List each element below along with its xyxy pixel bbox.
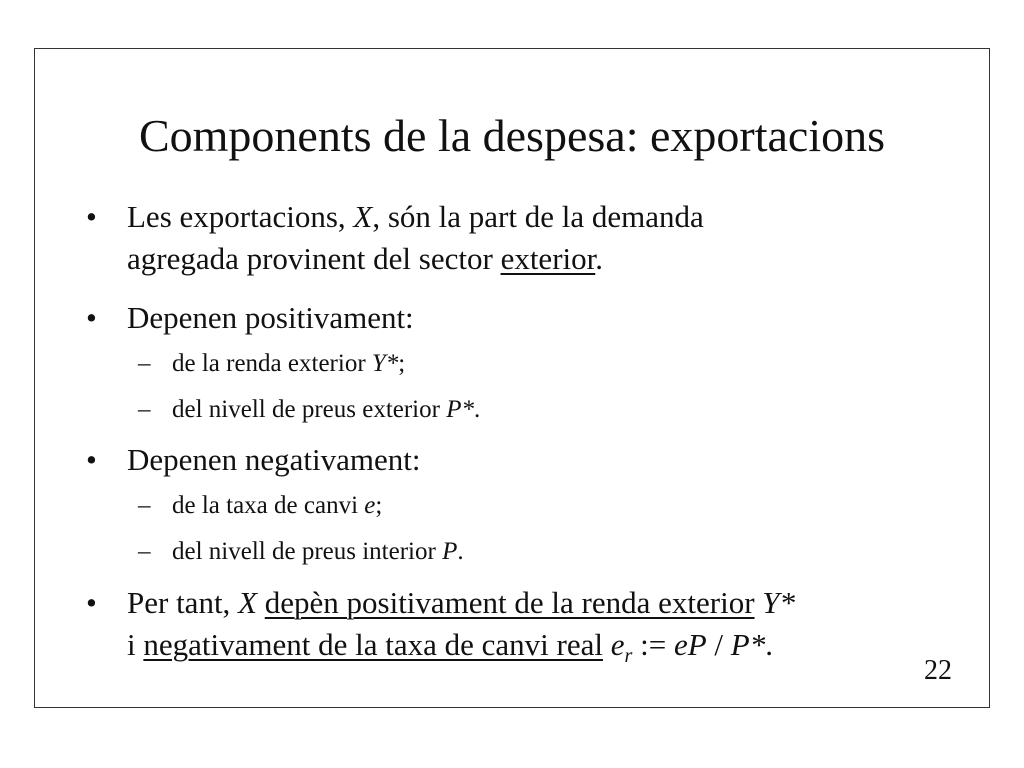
sub-bullet-text: del nivell de preus exterior P*. [172, 396, 481, 423]
sub-bullet-marker: – [138, 350, 151, 377]
bullet-text: Per tant, X depèn positivament de la renda exterior Y* i negativament de la taxa de canvi real $e_r$ := eP / P*. [127, 585, 796, 668]
bullet-text: Depenen negativament: [127, 442, 421, 477]
slide-title: Components de la despesa: exportacions [138, 110, 886, 161]
bullet-text: Les exportacions, X, són la part de la demanda agregada provinent del sector exterior. [127, 199, 704, 276]
page-number: 22 [924, 655, 952, 686]
sub-bullet-marker: – [138, 538, 151, 565]
sub-bullet-text: del nivell de preus interior P. [172, 538, 464, 565]
sub-bullet-marker: – [138, 396, 151, 423]
bullet-marker: • [86, 300, 97, 335]
sub-bullet-marker: – [138, 492, 151, 519]
bullet-text: Depenen positivament: [127, 300, 414, 335]
bullet-marker: • [86, 442, 97, 477]
bullet-marker: • [86, 585, 97, 620]
sub-bullet-text: de la renda exterior Y*; [172, 350, 406, 377]
sub-bullet-text: de la taxa de canvi e; [172, 492, 383, 519]
bullet-marker: • [86, 199, 97, 234]
